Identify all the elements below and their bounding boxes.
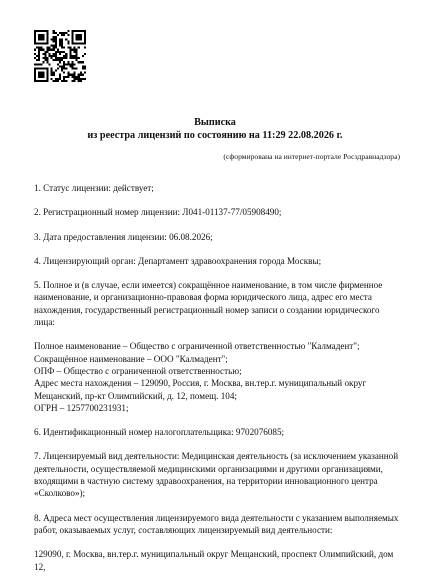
item-date: 3. Дата предоставления лицензии: 06.08.2026; (34, 231, 213, 242)
title-line-1: Выписка (194, 117, 236, 128)
place-address: 129090, г. Москва, вн.тер.г. муниципальный округ Мещанский, проспект Олимпийский, дом 12, (34, 549, 394, 572)
full-name: Полное наименование – Общество с ограниченной ответственностью "Калмадент"; (34, 341, 360, 352)
item-inn: 6. Идентификационный номер налогоплательщика: 9702076085; (34, 427, 285, 438)
document-title (0, 116, 430, 142)
opf: ОПФ – Общество с ограниченной ответственностью; (34, 365, 242, 376)
item-places-intro: 8. Адреса мест осуществления лицензируемого вида деятельности с указанием выполняемых работ, оказываемых услуг, составляющих лицензируемый вид деятельности: (34, 512, 399, 535)
document-body (34, 182, 400, 573)
source-note: (сформирована на интернет-портале Росздравнадзора) (223, 152, 400, 161)
item-reg-number: 2. Регистрационный номер лицензии: Л041-01137-77/05908490; (34, 207, 282, 218)
item-status: 1. Статус лицензии: действует; (34, 183, 154, 193)
qr-code (34, 30, 86, 82)
item-names-intro: 5. Полное и (в случае, если имеется) сокращённое наименование, в том числе фирменное наименование, и организационно-правовая форма юридического лица, адрес его места нахождения, государственный регистрационный номер записи о создании юридического лица: (34, 280, 383, 328)
item-authority: 4. Лицензирующий орган: Департамент здравоохранения города Москвы; (34, 255, 322, 266)
item-activity: 7. Лицензируемый вид деятельности: Медицинская деятельность (за исключением указанной деятельности, осуществляемой медицинскими организациями и другими организациями, входящими в частную систему здравоохранения, на территории инновационного центра «Сколково»); (34, 451, 399, 499)
address: Адрес места нахождения – 129090, Россия, г. Москва, вн.тер.г. муниципальный округ Мещанский, пр-кт Олимпийский, д. 12, помещ. 104; (34, 378, 367, 401)
short-name: Сокращённое наименование – ООО "Калмадент"; (34, 353, 228, 364)
ogrn: ОГРН – 1257700231931; (34, 402, 129, 413)
title-line-2: из реестра лицензий по состоянию на 11:29 22.08.2026 г. (87, 130, 343, 141)
